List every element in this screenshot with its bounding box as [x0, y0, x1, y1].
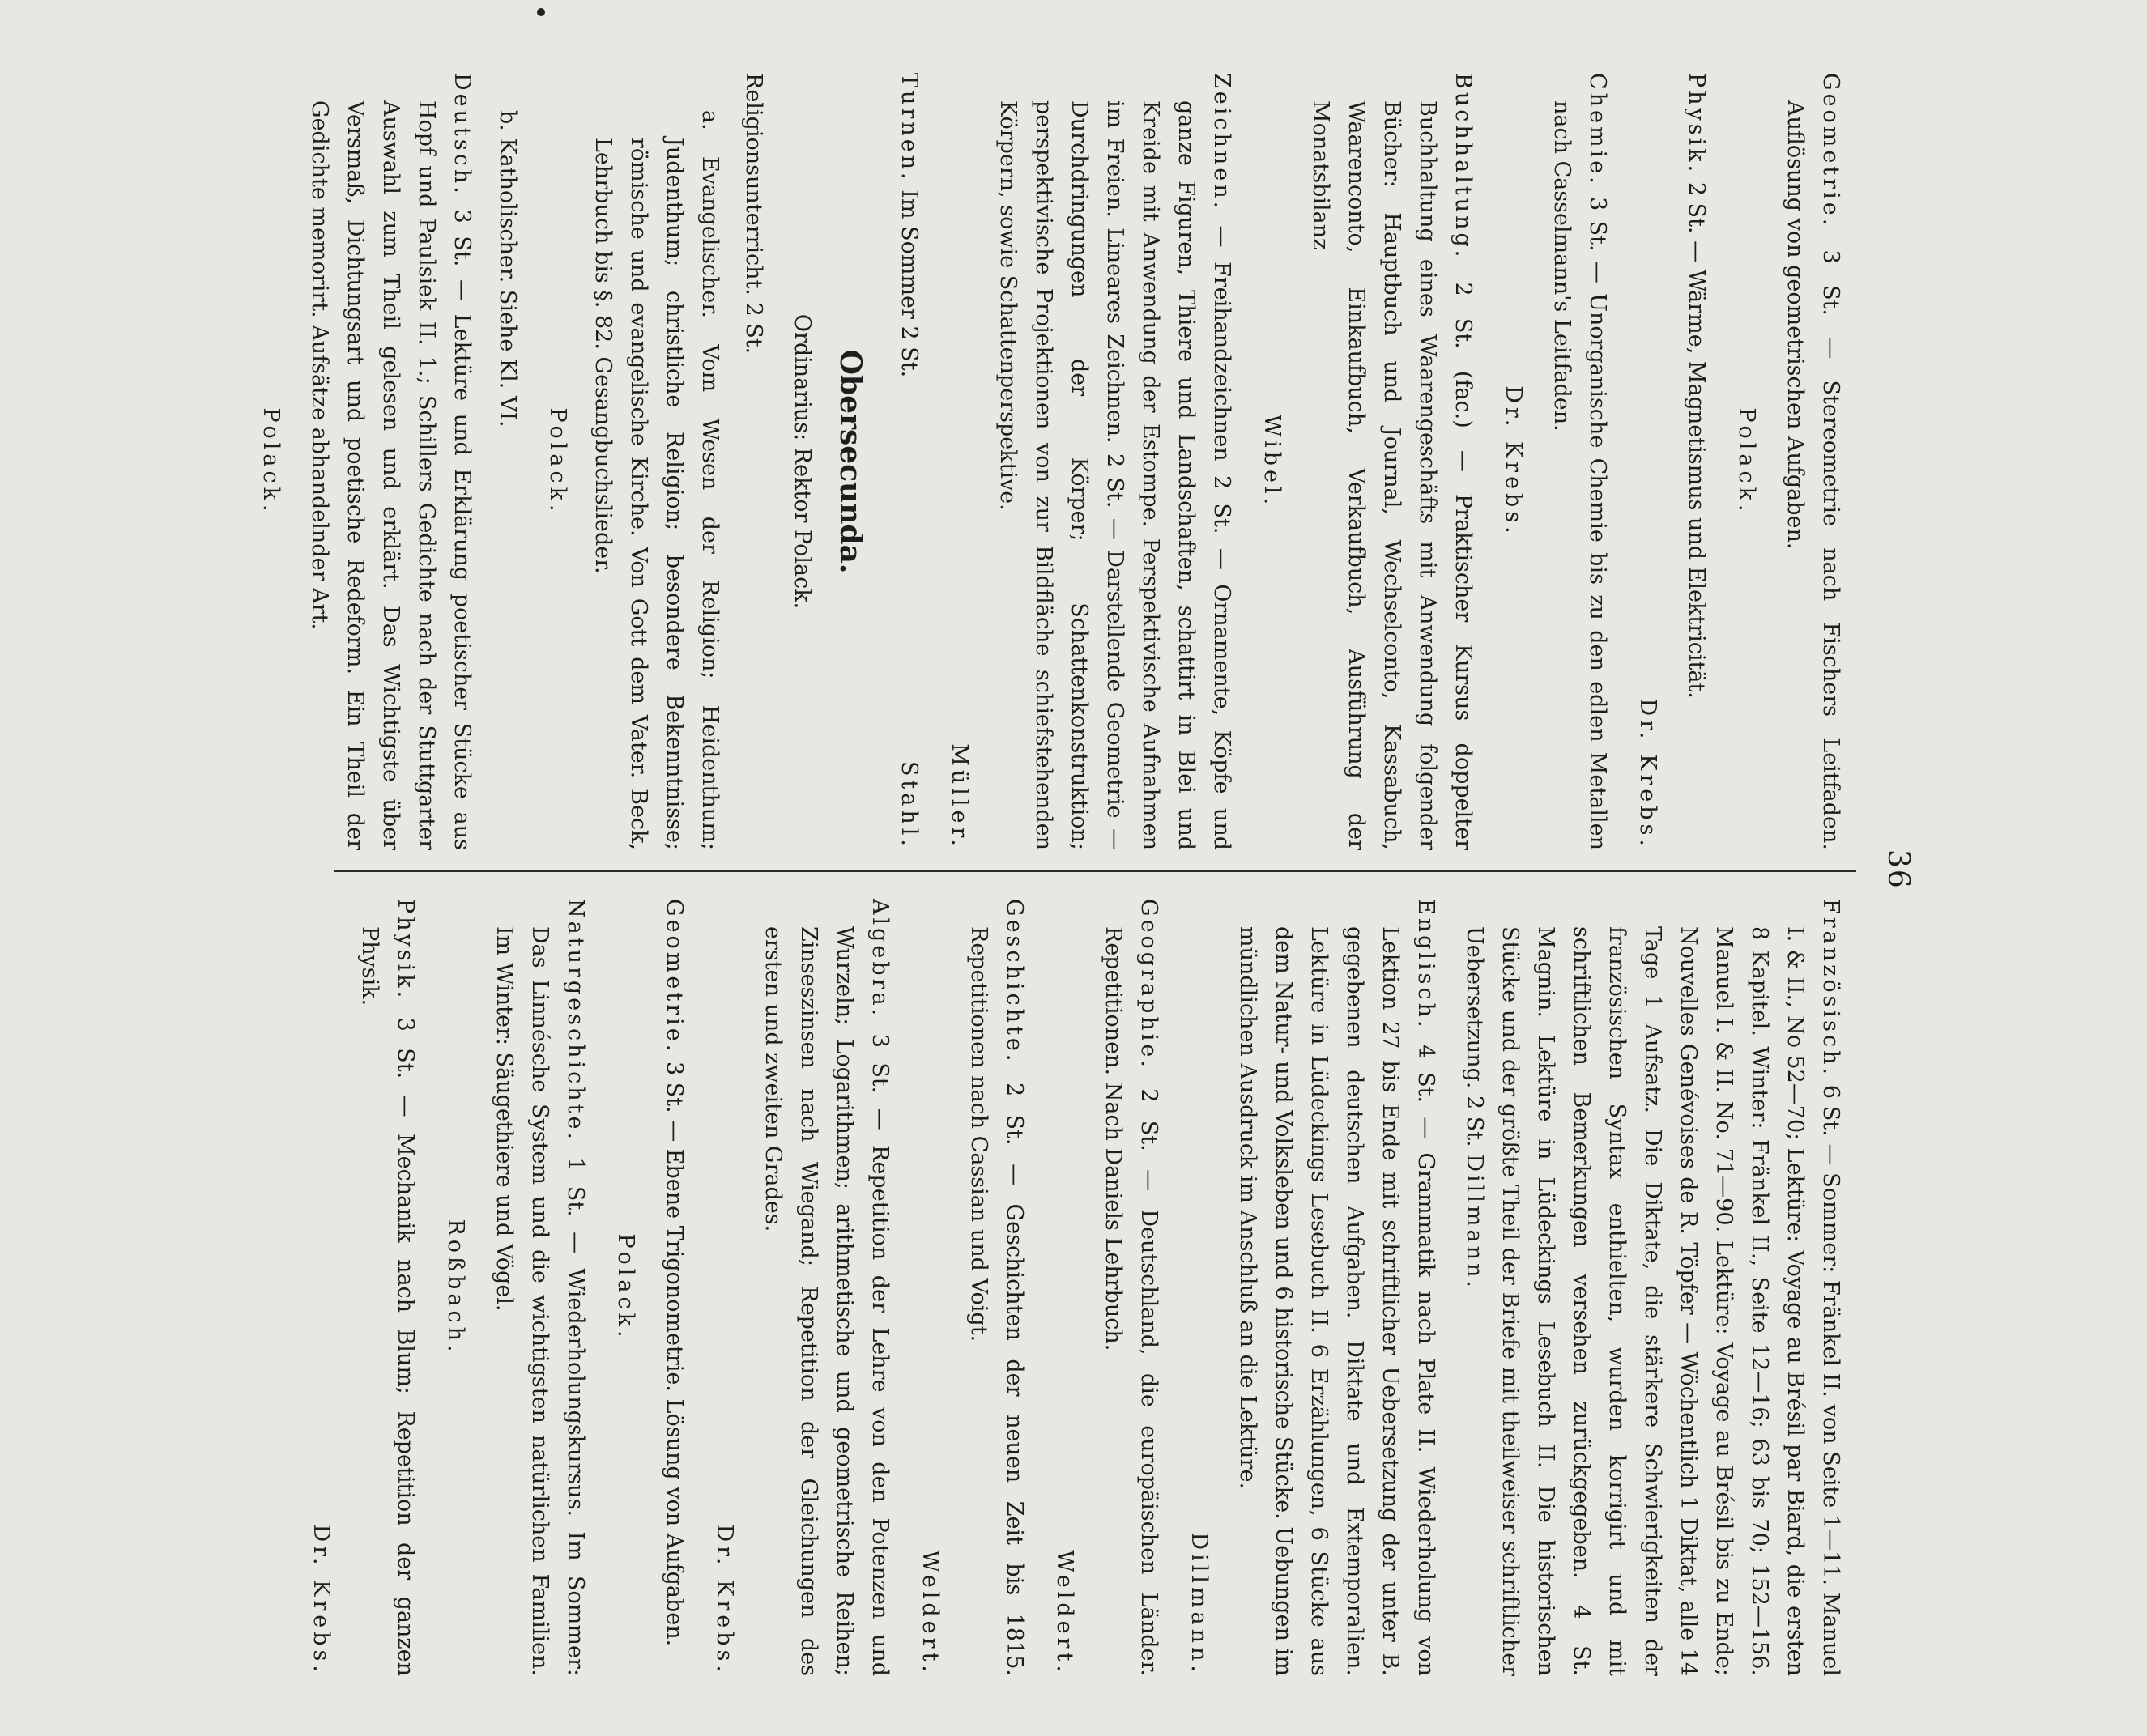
entry-algebra: [755, 899, 897, 1676]
teacher-signature: Roßbach.: [443, 1219, 468, 1356]
entry-text: 4 St. — Grammatik nach Plate II. Wiederholung von Lektion 27 bis Ende mit schriftlicher Uebersetzung der unter B. gegebenen deutschen Aufgaben. Diktate und Extemporalien. Lektüre in Lüdeckings Lesebuch II. 6 Erzählungen, 6 Stücke aus dem Natur- und Volksleben und 6 historische Stücke. Uebungen im mündlichen Ausdruck im Anschluß an die Lektüre.: [1235, 926, 1438, 1676]
teacher-signature: Polack.: [545, 407, 570, 516]
entry-zeichnen: [990, 73, 1239, 850]
subject-label: Geschichte.: [1002, 899, 1027, 1065]
entry-text: 3 St. — Unorganische Chemie bis zu den edlen Metallen nach Casselmann's Leitfaden.: [1549, 100, 1610, 850]
subject-label: Physik.: [393, 899, 418, 1002]
religion-evangelisch: a. Evangelischer. Vom Wesen der Religion; Heidenthum; Judenthum; christliche Religion; besondere Bekenntnisse; römische und evangelische Kirche. Von Gott dem Vater. Beck, Lehrbuch bis §. 82. Gesangbuchslieder.: [590, 110, 722, 850]
entry-physik: [351, 899, 423, 1676]
subject-label: Deutsch.: [449, 73, 475, 197]
teacher-signature: Weldert.: [1052, 1550, 1077, 1676]
entry-geschichte: [961, 899, 1032, 1676]
entry-englisch: [1229, 899, 1443, 1676]
left-column: [238, 73, 1848, 850]
subject-label: Algebra.: [867, 899, 892, 1019]
entry-text: 3 St. — Repetition der Lehre von den Potenzen und Wurzeln; Logarithmen; arithmetische und geometrische Reihen; Zinseszinsen nach Wiegand; Repetition der Gleichungen des ersten und zweiten Grades.: [760, 926, 892, 1676]
teacher-signature: Dillmann.: [1462, 1154, 1487, 1291]
teacher-signature: Dillmann.: [1186, 1532, 1212, 1676]
subject-label: Buchhaltung.: [1451, 73, 1476, 261]
column-divider: [334, 870, 1856, 872]
teacher-signature: Stahl.: [897, 760, 922, 850]
entry-chemie: [1544, 73, 1615, 850]
subject-label: Französisch.: [1818, 899, 1843, 1079]
teacher-signature: Dr. Krebs.: [1635, 698, 1660, 850]
ordinarius-line: Ordinarius: Rektor Polack.: [790, 313, 815, 610]
entry-text: 3 St. — Mechanik nach Blum; Repetition der ganzen Physik.: [357, 926, 418, 1676]
entry-buchhaltung: [1302, 73, 1480, 850]
religion-title: Religionsunterricht. 2 St.: [741, 73, 766, 355]
teacher-signature: Dr. Krebs.: [1501, 385, 1526, 538]
right-column: [288, 899, 1848, 1676]
entry-text: 2 St. (fac.) — Praktischer Kursus doppelter Buchhaltung eines Waarengeschäfts mit Anwendung folgender Bücher: Hauptbuch und Journal, Wechselconto, Kassabuch, Waarenconto, Einkaufbuch, Verkaufbuch, Ausführung der Monatsbilanz: [1308, 100, 1476, 850]
entry-franzoesisch: [1456, 899, 1848, 1676]
subject-label: Chemie.: [1585, 73, 1610, 187]
religion-katholisch: b. Katholischer. Siehe Kl. VI.: [495, 110, 520, 428]
entry-physik: [1678, 73, 1714, 850]
teacher-signature: Müller.: [947, 743, 972, 850]
entry-deutsch: [301, 73, 479, 850]
subject-label: Geographie.: [1136, 899, 1161, 1070]
entry-text: 2 St. — Geschichten der neuen Zeit bis 1815. Repetitionen nach Cassian und Voigt.: [966, 926, 1027, 1676]
subject-label: Englisch.: [1413, 899, 1438, 1031]
subject-label: Physik.: [1684, 73, 1709, 176]
teacher-signature: Polack.: [258, 407, 283, 516]
entry-text: 3 St. — Stereometrie nach Fischers Leitfaden. Auflösung von geometrischen Aufgaben.: [1783, 100, 1843, 850]
section-heading-obersecunda: Obersecunda.: [833, 349, 867, 574]
entry-geometrie: [1777, 73, 1848, 850]
subject-label: Naturgeschichte.: [563, 899, 588, 1143]
teacher-signature: Polack.: [613, 1233, 638, 1342]
entry-geographie: [1095, 899, 1166, 1676]
teacher-signature: Dr. Krebs.: [309, 1524, 334, 1676]
teacher-signature: Polack.: [1734, 407, 1759, 516]
teacher-signature: Wibel.: [1259, 414, 1284, 509]
entry-text: 2 St. — Wärme, Magnetismus und Elektricität.: [1684, 181, 1709, 699]
entry-text: Im Sommer 2 St.: [897, 189, 922, 378]
page-number: 36: [1881, 849, 1915, 890]
teacher-signature: Weldert.: [918, 1550, 943, 1676]
subject-label: Geometrie.: [662, 899, 687, 1055]
rotated-document-page: [172, 0, 2034, 1736]
teacher-signature: Dr. Krebs.: [712, 1524, 737, 1676]
subject-label: Zeichnen.: [1209, 73, 1234, 212]
entry-geometrie: [656, 899, 692, 1676]
entry-naturgeschichte: [486, 899, 593, 1676]
entry-text: 2 St. — Deutschland, die europäischen Länder. Repetitionen. Nach Daniels Lehrbuch.: [1101, 926, 1161, 1677]
entry-text: 3 St. — Ebene Trigonometrie. Lösung von Aufgaben.: [662, 1061, 687, 1647]
entry-text: 1 St. — Wiederholungskursus. Im Sommer: Das Linnésche System und die wichtigsten natürlichen Familien. Im Winter: Säugethiere und Vögel.: [492, 926, 588, 1676]
subject-label: Geometrie.: [1818, 73, 1843, 229]
entry-text: — Freihandzeichnen 2 St. — Ornamente, Köpfe und ganze Figuren, Thiere und Landschaften, schattirt in Blei und Kreide mit Anwendung der Estompe. Perspektivische Aufnahmen im Freien. Lineares Zeichnen. 2 St. — Darstellende Geometrie — Durchdringungen der Körper; Schattenkonstruktion; perspektivische Projektionen von zur Bildfläche schiefstehenden Körpern, sowie Schattenperspektive.: [995, 100, 1234, 850]
entry-text: 3 St. — Lektüre und Erklärung poetischer Stücke aus Hopf und Paulsiek II. 1.; Schillers Gedichte nach der Stuttgarter Auswahl zum Theil gelesen und erklärt. Das Wichtigste über Versmaß, Dichtungsart und poetische Redeform. Ein Theil der Gedichte memorirt. Aufsätze abhandelnder Art.: [307, 100, 475, 850]
entry-text: 6 St. — Sommer: Fränkel II. von Seite 1—11. Manuel I. & II., No 52—70; Lektüre: Voyage au Brésil par Biard, die ersten 8 Kapitel. Winter: Fränkel II., Seite 12—16; 63 bis 70; 152—156. Manuel I. & II. No. 71—90. Lektüre: Voyage au Brésil bis zu Ende; Nouvelles Genévoises de R. Töpfer — Wöchentlich 1 Diktat, alle 14 Tage 1 Aufsatz. Die Diktate, die stärkere Schwierigkeiten der französischen Syntax enthielten, wurden korrigirt und mit schriftlichen Bemerkungen versehen zurückgegeben. 4 St. Magnin. Lektüre in Lüdeckings Lesebuch II. Die historischen Stücke und der größte Theil der Briefe mit theilweiser schriftlicher Uebersetzung. 2 St.: [1462, 926, 1843, 1676]
subject-label: Turnen.: [897, 73, 922, 183]
entry-turnen: [891, 73, 927, 850]
